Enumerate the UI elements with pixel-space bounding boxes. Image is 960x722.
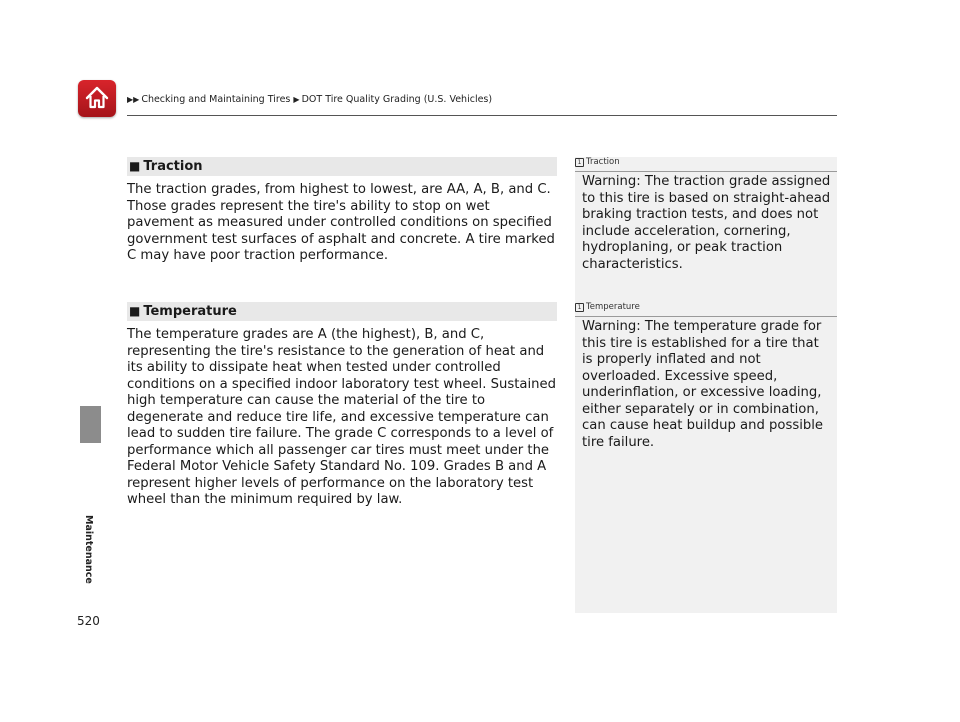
note-link-icon: 1: [575, 158, 584, 167]
section-heading-traction: ■ Traction: [127, 157, 557, 176]
triangle-right-icon: ▶: [293, 95, 300, 104]
note-link-icon: 1: [575, 303, 584, 312]
breadcrumb-item-dot-grading[interactable]: DOT Tire Quality Grading (U.S. Vehicles): [301, 94, 493, 105]
chapter-tab[interactable]: [80, 406, 101, 443]
home-icon: [84, 85, 110, 111]
square-bullet-icon: ■: [129, 304, 141, 318]
note-heading-temperature[interactable]: 1 Temperature: [575, 302, 837, 317]
note-temperature-text: Warning: The temperature grade for this tire is established for a tire that is properly inflated and not overloaded. Excessive speed, underinflation, or excessive loading, either separately or in combination, can cause heat buildup and possible tire failure.: [582, 319, 824, 450]
page-number: 520: [77, 614, 100, 628]
header-divider: [127, 115, 837, 116]
square-bullet-icon: ■: [129, 159, 141, 173]
note-heading-traction[interactable]: 1 Traction: [575, 157, 837, 172]
breadcrumb: [127, 94, 492, 105]
breadcrumb-item-tires[interactable]: Checking and Maintaining Tires: [141, 94, 291, 105]
section-heading-temperature: ■ Temperature: [127, 302, 557, 321]
triangle-right-icon: ▶▶: [127, 95, 140, 104]
home-button[interactable]: [78, 80, 116, 117]
temperature-body: The temperature grades are A (the highest), B, and C, representing the tire's resistance to the generation of heat and its ability to dissipate heat when tested under controlled conditions on a specified indoor laboratory test wheel. Sustained high temperature can cause the material of the tire to degenerate and reduce tire life, and excessive temperature can lead to sudden tire failure. The grade C corresponds to a level of performance which all passenger car tires must meet under the Federal Motor Vehicle Safety Standard No. 109. Grades B and A represent higher levels of performance on the laboratory test wheel than the minimum required by law.: [127, 327, 556, 507]
traction-body: The traction grades, from highest to lowest, are AA, A, B, and C. Those grades represent the tire's ability to stop on wet pavement as measured under controlled conditions on specified government test surfaces of asphalt and concrete. A tire marked C may have poor traction performance.: [127, 182, 555, 263]
note-traction-text: Warning: The traction grade assigned to this tire is based on straight-ahead braking traction tests, and does not include acceleration, cornering, hydroplaning, or peak traction characteristics.: [582, 174, 831, 272]
